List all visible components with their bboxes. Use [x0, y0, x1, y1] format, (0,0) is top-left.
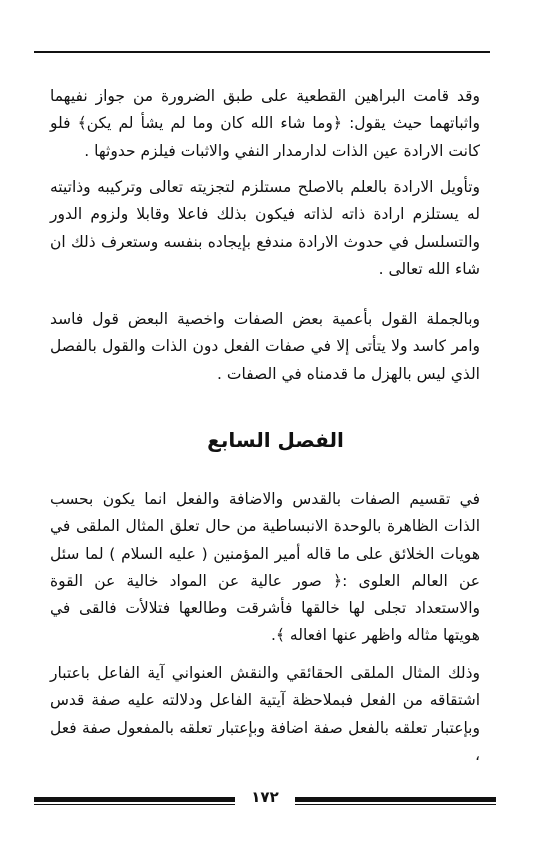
paragraph-text: وقد قامت البراهين القطعية على طبق الضرورة من جواز نفيهما واثباتهما حيث يقول: ﴿وما شاء الله كان وما لم يشأ لم يكن﴾ فلو كانت الارادة عين الذات لدارمدار النفي والاثبات فيلزم حدوثها . [50, 87, 480, 160]
paragraph-text: وتأويل الارادة بالعلم بالاصلح مستلزم لتجزيته تعالى وتركيبه وذاتيته له يستلزم ارادة ذاته لذاته فيكون بذلك فاعلا وقابلا ولزوم الدور والتسلسل في حدوث الارادة مندفع بإيجاده بنفسه وستعرف ذلك ان شاء الله تعالى . [50, 178, 480, 278]
footer-rule-right [295, 797, 496, 802]
page-footer [34, 788, 496, 818]
paragraph-2 [50, 174, 480, 283]
paragraph-text: وذلك المثال الملقى الحقائقي والنقش العنواني آية الفاعل باعتبار اشتقاقه من الفعل فبملاحظة آيتية الفاعل ودلالته عليه صفة قدس وبإعتبار تعلقه بالفعل صفة اضافة وبإعتبار تعلقه بالمفعول صفة فعل ، [50, 664, 480, 764]
paragraph-1 [50, 83, 480, 165]
chapter-paragraph-2 [50, 660, 480, 769]
chapter-title: الفصل السابع [207, 428, 344, 452]
page-number: ١٧٢ [251, 788, 279, 806]
paragraph-text: في تقسيم الصفات بالقدس والاضافة والفعل انما يكون بحسب الذات الظاهرة بالوحدة الانبساطية من حال تعلق المثال الملقى في هويات الخلائق على ما قاله أمير المؤمنين ( عليه السلام ) لما سئل عن العالم العلوى :﴿ صور عالية عن المواد خالية عن القوة والاستعداد تجلى لها خالقها فأشرقت وطالعها فتلالأت فالقى في هويتها مثاله واظهر عنها افعاله ﴾. [50, 490, 480, 645]
chapter-paragraph-1 [50, 486, 480, 650]
paragraph-text: وبالجملة القول بأعمية بعض الصفات واخصية البعض قول فاسد وامر كاسد ولا يتأتى إلا في صفات الفعل دون الذات والقول بالفصل الذي ليس بالهزل ما قدمناه في الصفات . [50, 310, 480, 383]
header-rule [34, 51, 490, 53]
paragraph-3 [50, 306, 480, 388]
